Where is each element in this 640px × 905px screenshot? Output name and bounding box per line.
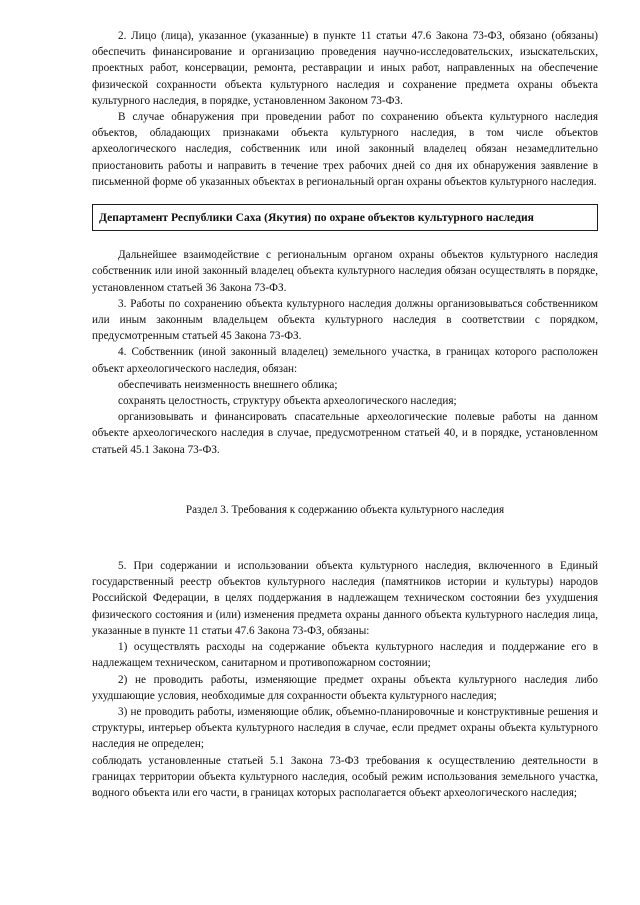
paragraph-item-2: 2. Лицо (лица), указанное (указанные) в пункте 11 статьи 47.6 Закона 73-ФЗ, обязано (обязаны) обеспечить финансирование и организацию проведения научно-исследовательских, изыскательских, проектных работ, консервации, ремонта, реставрации и иных работ, направленных на обеспечение физической сохранности объекта культурного наследия и сохранение предмета охраны объекта культурного наследия, в порядке, установленном Законом 73-ФЗ. [92, 30, 598, 107]
paragraph-item-5: 5. При содержании и использовании объекта культурного наследия, включенного в Единый государственный реестр объектов культурного наследия (памятников истории и культуры) народов Российской Федерации, в целях поддержания в надлежащем техническом состоянии без ухудшения физического состояния и (или) изменения предмета охраны данного объекта культурного наследия лица, указанные в пункте 11 статьи 47.6 Закона 73-ФЗ, обязаны: [92, 560, 598, 637]
paragraph-item-4-a: обеспечивать неизменность внешнего облика; [118, 378, 338, 391]
paragraph-item-5-zone: соблюдать установленные статьей 5.1 Закона 73-ФЗ требования к осуществлению деятельности в границах территории объекта культурного наследия, особый режим использования земельного участка, водного объекта или его части, в границах которых располагается объект археологического наследия; [92, 754, 598, 799]
boxed-authority-name: Департамент Республики Саха (Якутия) по охране объектов культурного наследия [92, 204, 598, 231]
paragraph-interaction: Дальнейшее взаимодействие с региональным органом охраны объектов культурного наследия собственник или иной законный владелец объекта культурного наследия обязан осуществлять в порядке, установленном статьей 36 Закона 73-ФЗ. [92, 249, 598, 294]
paragraph-item-5-2: 2) не проводить работы, изменяющие предмет охраны объекта культурного наследия либо ухудшающие условия, необходимые для сохранности объекта культурного наследия; [92, 673, 598, 702]
paragraph-item-4: 4. Собственник (иной законный владелец) земельного участка, в границах которого расположен объект археологического наследия, обязан: [92, 346, 598, 375]
paragraph-discovery: В случае обнаружения при проведении работ по сохранению объекта культурного наследия объектов, обладающих признаками объекта культурного наследия, в том числе объектов археологического наследия, собственник или иной законный владелец обязан незамедлительно приостановить работы и направить в течение трех рабочих дней со дня их обнаружения заявление в письменной форме об указанных объектах в региональный орган охраны объектов культурного наследия. [92, 111, 598, 188]
paragraph-item-5-3: 3) не проводить работы, изменяющие облик, объемно-планировочные и конструктивные решения и структуры, интерьер объекта культурного наследия в случае, если предмет охраны объекта культурного наследия не определен; [92, 705, 598, 751]
paragraph-item-4-c: организовывать и финансировать спасательные археологические полевые работы на данном объекте археологического наследия в случае, предусмотренном статьей 40, и в порядке, установленном статьей 45.1 Закона 73-ФЗ. [92, 411, 598, 456]
paragraph-item-4-b: сохранять целостность, структуру объекта археологического наследия; [118, 395, 457, 408]
section-heading: Раздел 3. Требования к содержанию объекта культурного наследия [185, 503, 505, 516]
paragraph-item-5-1: 1) осуществлять расходы на содержание объекта культурного наследия и поддержание его в надлежащем техническом, санитарном и противопожарном состоянии; [92, 641, 598, 670]
paragraph-item-3: 3. Работы по сохранению объекта культурного наследия должны организовываться собственником или иным законным владельцем объекта культурного наследия в соответствии с порядком, предусмотренным статьей 45 Закона 73-ФЗ. [92, 297, 598, 343]
